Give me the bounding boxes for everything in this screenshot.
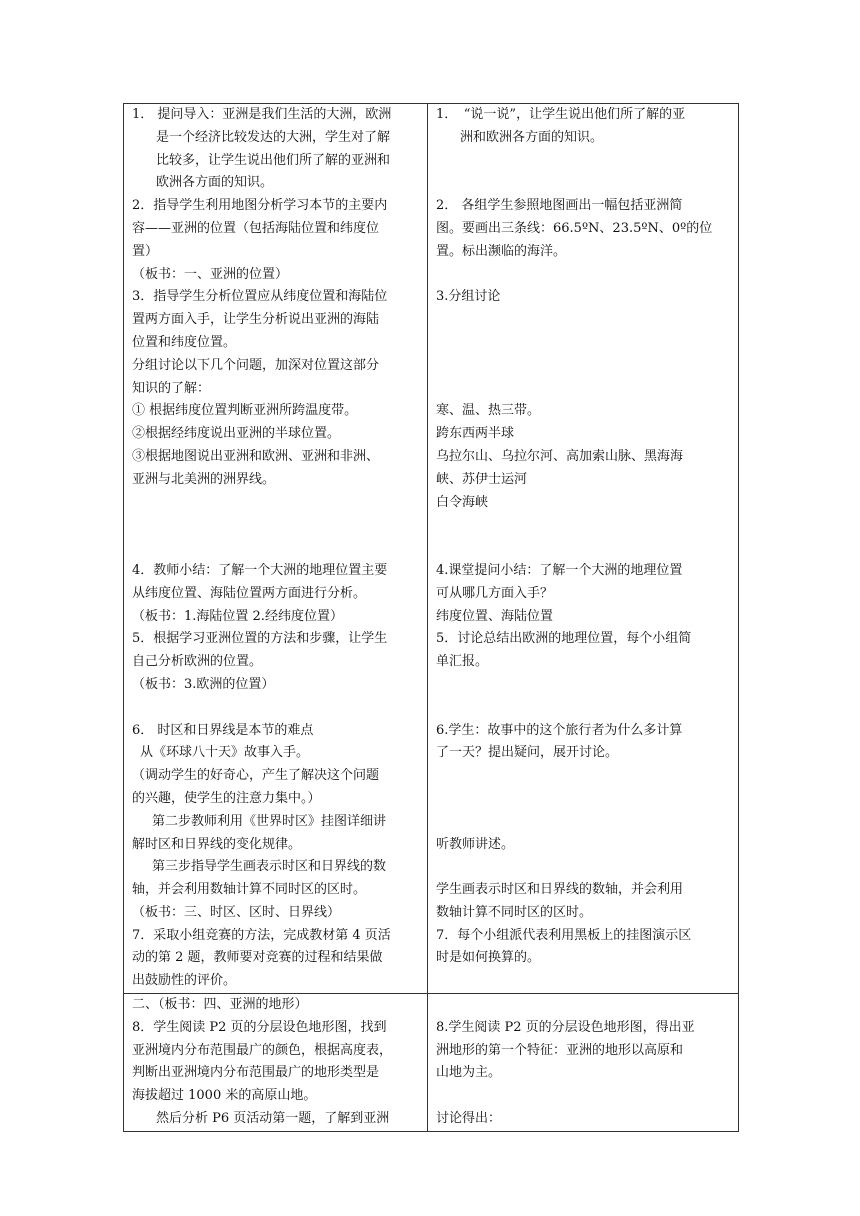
text-line: 出鼓励性的评价。 xyxy=(132,973,237,989)
text-line: 2． 各组学生参照地图画出一幅包括亚洲简 xyxy=(436,198,683,214)
text-line: 8．学生阅读 P2 页的分层设色地形图，找到 xyxy=(132,1019,387,1035)
text-line: 寒、温、热三带。 xyxy=(436,403,541,419)
text-line: 第二步教师利用《世界时区》挂图详细讲 xyxy=(152,813,387,829)
text-line: 第三步指导学生画表示时区和日界线的数 xyxy=(152,859,387,875)
text-line: 自己分析欧洲的位置。 xyxy=(132,654,263,670)
text-line: （板书：三、时区、区时、日界线） xyxy=(132,904,341,920)
text-line: 纬度位置、海陆位置 xyxy=(436,608,554,624)
text-line: 5．根据学习亚洲位置的方法和步骤，让学生 xyxy=(132,631,388,647)
text-line: 乌拉尔山、乌拉尔河、高加索山脉、黑海海 xyxy=(436,448,684,464)
text-line: 从纬度位置、海陆位置两方面进行分析。 xyxy=(132,585,367,601)
text-line: 1． “说一说”，让学生说出他们所了解的亚 xyxy=(436,107,686,122)
text-line: 2．指导学生利用地图分析学习本节的主要内 xyxy=(132,198,388,214)
text-line: 4．教师小结：了解一个大洲的地理位置主要 xyxy=(132,562,388,578)
text-line: 听教师讲述。 xyxy=(436,836,515,852)
text-line: 3.分组讨论 xyxy=(436,289,501,305)
text-line: 6． 时区和日界线是本节的难点 xyxy=(132,722,314,738)
student-activity-cell xyxy=(428,994,739,1132)
text-line: 6.学生：故事中的这个旅行者为什么多计算 xyxy=(436,722,683,738)
text-line: 3．指导学生分析位置应从纬度位置和海陆位 xyxy=(132,289,388,305)
text-line: 1． 提问导入：亚洲是我们生活的大洲，欧洲 xyxy=(132,107,392,122)
text-line: 7．采取小组竞赛的方法，完成教材第 4 页活 xyxy=(132,927,391,943)
text-line: 亚洲境内分布范围最广的颜色，根据高度表， xyxy=(132,1042,393,1058)
text-line: 位置和纬度位置。 xyxy=(132,334,237,350)
text-line: 亚洲与北美洲的洲界线。 xyxy=(132,471,276,487)
text-line: 分组讨论以下几个问题，加深对位置这部分 xyxy=(132,357,380,373)
text-line: 二、（板书：四、亚洲的地形） xyxy=(132,997,308,1013)
text-line: 图。要画出三条线：66.5ºN、23.5ºN、0º的位 xyxy=(436,220,713,236)
text-line: （板书：1.海陆位置 2.经纬度位置） xyxy=(132,608,343,624)
text-line: 的兴趣，使学生的注意力集中。） xyxy=(132,790,321,806)
text-line: 5．讨论总结出欧洲的地理位置，每个小组简 xyxy=(436,631,692,647)
text-line: 洲地形的第一个特征：亚洲的地形以高原和 xyxy=(436,1042,684,1058)
text-line: 欧洲各方面的知识。 xyxy=(156,175,274,191)
text-line: 可从哪几方面入手？ xyxy=(436,585,554,601)
text-line: 白令海峡 xyxy=(436,494,489,510)
text-line: ③根据地图说出亚洲和欧洲、亚洲和非洲、 xyxy=(132,448,380,464)
text-line: 轴，并会利用数轴计算不同时区的区时。 xyxy=(132,882,367,898)
text-line: 从《环球八十天》故事入手。 xyxy=(140,745,310,761)
text-line: 比较多，让学生说出他们所了解的亚洲和 xyxy=(156,152,391,168)
text-line: 洲和欧洲各方面的知识。 xyxy=(460,129,604,145)
text-line: ① 根据纬度位置判断亚洲所跨温度带。 xyxy=(132,403,358,419)
teacher-activity-cell xyxy=(124,994,428,1132)
text-line: 峡、苏伊士运河 xyxy=(436,471,528,487)
text-line: ②根据经纬度说出亚洲的半球位置。 xyxy=(132,426,341,442)
text-line: 海拔超过 1000 米的高原山地。 xyxy=(132,1088,317,1104)
student-activity-cell xyxy=(428,104,739,994)
text-line: 7．每个小组派代表利用黑板上的挂图演示区 xyxy=(436,927,692,943)
text-line: 时是如何换算的。 xyxy=(436,950,541,966)
text-line: 跨东西两半球 xyxy=(436,426,515,442)
text-line: 容——亚洲的位置（包括海陆位置和纬度位 xyxy=(132,220,380,236)
text-line: （调动学生的好奇心，产生了解决这个问题 xyxy=(132,768,380,784)
text-line: 知识的了解： xyxy=(132,380,211,396)
text-line: 学生画表示时区和日界线的数轴，并会利用 xyxy=(436,882,684,898)
text-line: 置两方面入手，让学生分析说出亚洲的海陆 xyxy=(132,312,380,328)
text-line: 8.学生阅读 P2 页的分层设色地形图，得出亚 xyxy=(436,1019,695,1035)
text-line: 单汇报。 xyxy=(436,654,489,670)
text-line: 数轴计算不同时区的区时。 xyxy=(436,904,593,920)
text-line: 了一天？提出疑问，展开讨论。 xyxy=(436,745,619,761)
teacher-activity-cell xyxy=(124,104,428,994)
text-line: 是一个经济比较发达的大洲，学生对了解 xyxy=(156,129,391,145)
text-line: 4.课堂提问小结：了解一个大洲的地理位置 xyxy=(436,562,683,578)
text-line: 动的第 2 题，教师要对竞赛的过程和结果做 xyxy=(132,950,383,966)
text-line: 讨论得出： xyxy=(436,1111,502,1127)
text-line: 然后分析 P6 页活动第一题，了解到亚洲 xyxy=(156,1111,390,1127)
text-line: 置） xyxy=(132,243,159,259)
text-line: 置。标出濒临的海洋。 xyxy=(436,243,567,259)
text-line: （板书：3.欧洲的位置） xyxy=(132,676,275,692)
text-line: （板书：一、亚洲的位置） xyxy=(132,266,289,282)
text-line: 山地为主。 xyxy=(436,1065,502,1081)
table-row xyxy=(124,104,739,994)
text-line: 解时区和日界线的变化规律。 xyxy=(132,836,302,852)
table-row xyxy=(124,994,739,1132)
text-line: 判断出亚洲境内分布范围最广的地形类型是 xyxy=(132,1065,380,1081)
lesson-plan-table xyxy=(123,103,739,1132)
